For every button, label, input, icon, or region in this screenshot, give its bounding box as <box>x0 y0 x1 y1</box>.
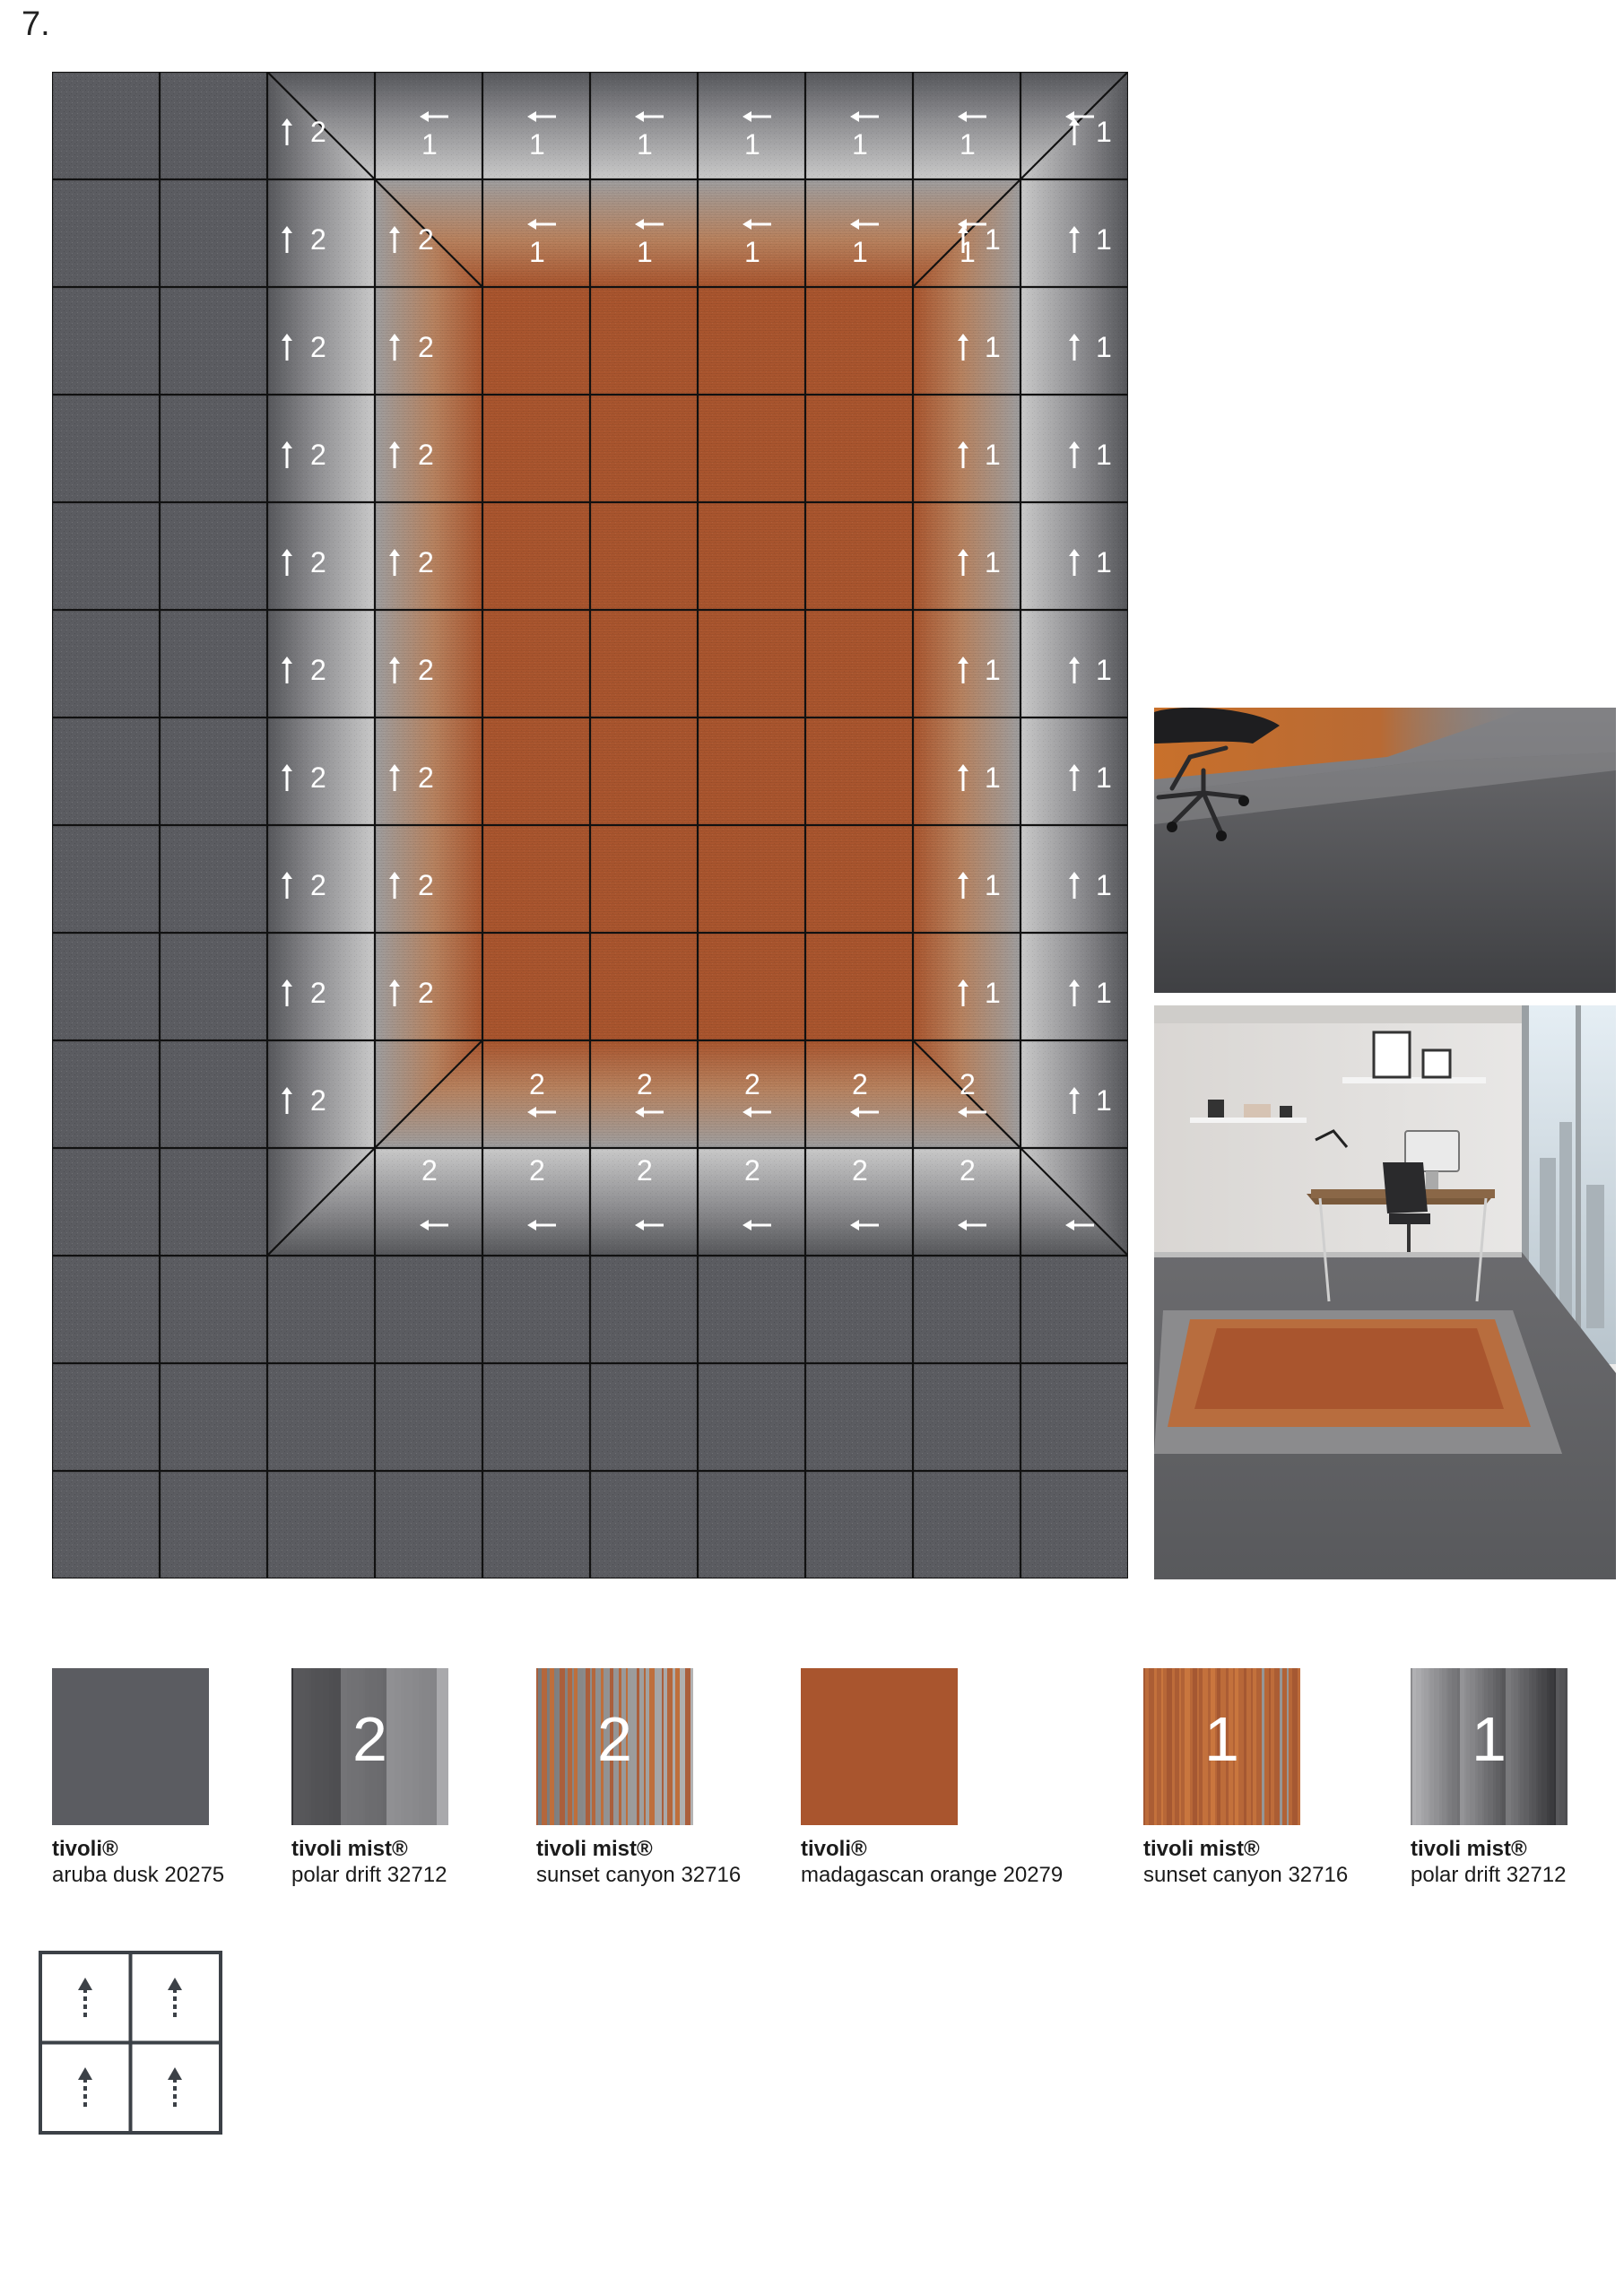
tile-number: 2 <box>418 977 434 1009</box>
tile-number: 2 <box>418 223 434 256</box>
swatch-polar-drift-2 <box>291 1668 448 1825</box>
tile-number: 2 <box>418 331 434 363</box>
photo-chair-closeup <box>1154 708 1616 993</box>
tile-number: 1 <box>985 223 1001 256</box>
swatch-brand: tivoli® <box>52 1837 118 1861</box>
tile-number: 1 <box>960 236 976 268</box>
swatch-number: 2 <box>597 1704 632 1774</box>
tile-number: 1 <box>1096 439 1112 471</box>
tile-number: 2 <box>310 761 326 794</box>
tile-number: 1 <box>1096 977 1112 1009</box>
tile-number: 1 <box>852 236 868 268</box>
tile-number: 1 <box>985 869 1001 901</box>
tile-number: 1 <box>744 128 760 161</box>
tile-number: 2 <box>310 331 326 363</box>
swatch-madagascan-orange <box>801 1668 958 1825</box>
swatch-brand: tivoli® <box>801 1837 867 1861</box>
tile-number: 1 <box>637 236 653 268</box>
swatch-polar-drift-1 <box>1411 1668 1568 1825</box>
tile-number: 2 <box>310 869 326 901</box>
tile-number: 1 <box>637 128 653 161</box>
tile-number: 1 <box>985 331 1001 363</box>
tile-number: 1 <box>852 128 868 161</box>
tile-number: 1 <box>985 654 1001 686</box>
tile-number: 2 <box>310 116 326 148</box>
swatch-label-aruba-dusk <box>52 1836 224 1888</box>
swatch-label-sunset-canyon-2 <box>536 1836 741 1888</box>
tile-number: 1 <box>1096 1084 1112 1117</box>
tile-number: 2 <box>418 546 434 578</box>
swatch-label-sunset-canyon-1 <box>1143 1836 1348 1888</box>
swatch-brand: tivoli mist® <box>536 1837 653 1861</box>
tile-number: 1 <box>1096 654 1112 686</box>
swatch-aruba-dusk <box>52 1668 209 1825</box>
page-number: 7. <box>22 5 50 43</box>
tile-number: 2 <box>310 654 326 686</box>
swatch-label-polar-drift-1 <box>1411 1836 1566 1888</box>
tile-number: 2 <box>529 1154 545 1187</box>
swatch-brand: tivoli mist® <box>291 1837 408 1861</box>
tile-number: 1 <box>529 128 545 161</box>
swatch-brand: tivoli mist® <box>1143 1837 1260 1861</box>
tile-number: 1 <box>960 128 976 161</box>
tile-number: 1 <box>744 236 760 268</box>
tile-number: 1 <box>1096 761 1112 794</box>
swatch-name: polar drift 32712 <box>291 1863 447 1887</box>
tile-number: 1 <box>1096 116 1112 148</box>
tile-number: 2 <box>418 654 434 686</box>
photo-office-room <box>1154 1005 1616 1579</box>
tile-number: 2 <box>637 1068 653 1100</box>
swatch-sunset-canyon-1 <box>1143 1668 1300 1825</box>
tile-number: 2 <box>637 1154 653 1187</box>
swatch-name: sunset canyon 32716 <box>536 1863 742 1887</box>
tile-number: 1 <box>1096 331 1112 363</box>
tile-number: 1 <box>985 546 1001 578</box>
tile-number: 2 <box>852 1068 868 1100</box>
tile-number: 1 <box>985 761 1001 794</box>
tile-number: 2 <box>960 1154 976 1187</box>
tile-number: 1 <box>1096 869 1112 901</box>
tile-number: 2 <box>310 546 326 578</box>
tile-number: 1 <box>985 977 1001 1009</box>
swatch-sunset-canyon-2 <box>536 1668 693 1825</box>
tile-number: 2 <box>310 977 326 1009</box>
tile-number: 1 <box>1096 546 1112 578</box>
tile-number: 2 <box>960 1068 976 1100</box>
swatch-name: polar drift 32712 <box>1411 1863 1567 1887</box>
swatch-number: 1 <box>1472 1704 1507 1774</box>
installation-method-key <box>39 1951 222 2135</box>
tile-number: 1 <box>1096 223 1112 256</box>
swatch-name: aruba dusk 20275 <box>52 1863 225 1887</box>
swatch-number: 1 <box>1204 1704 1239 1774</box>
tile-number: 2 <box>529 1068 545 1100</box>
tile-number: 2 <box>744 1068 760 1100</box>
tile-number: 2 <box>418 761 434 794</box>
tile-number: 2 <box>852 1154 868 1187</box>
swatch-label-madagascan-orange <box>801 1836 1063 1888</box>
tile-number: 1 <box>985 439 1001 471</box>
tile-number: 2 <box>744 1154 760 1187</box>
tile-number: 2 <box>418 439 434 471</box>
tile-number: 2 <box>421 1154 438 1187</box>
swatch-name: sunset canyon 32716 <box>1143 1863 1349 1887</box>
swatch-name: madagascan orange 20279 <box>801 1863 1064 1887</box>
tile-number: 1 <box>529 236 545 268</box>
tile-number: 2 <box>310 439 326 471</box>
tile-number: 2 <box>310 223 326 256</box>
swatch-number: 2 <box>352 1704 387 1774</box>
tile-number: 2 <box>418 869 434 901</box>
carpet-tile-floor-plan <box>52 72 1128 1578</box>
swatch-brand: tivoli mist® <box>1411 1837 1527 1861</box>
swatch-label-polar-drift-2 <box>291 1836 447 1888</box>
tile-number: 2 <box>310 1084 326 1117</box>
tile-number: 1 <box>421 128 438 161</box>
